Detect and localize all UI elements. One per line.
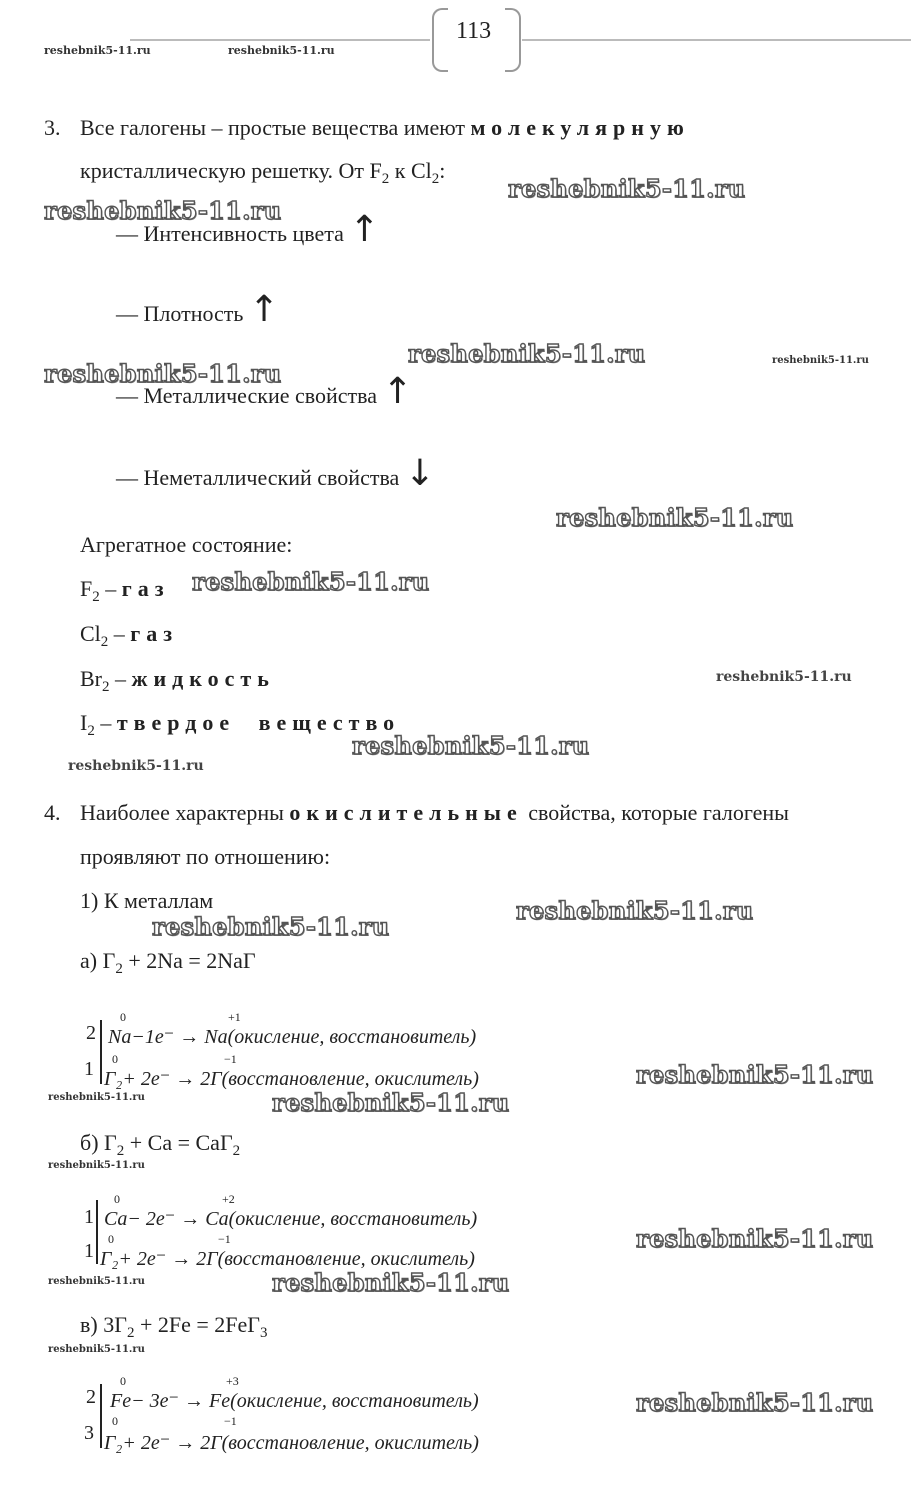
oxidation-state: +3 — [226, 1374, 239, 1388]
oxidation-state: 0 — [114, 1192, 120, 1206]
page-number: 113 — [456, 18, 492, 44]
subscript: 2 — [232, 1143, 241, 1159]
item-number: 4. — [44, 800, 61, 825]
text: кристаллическую решетку. От F — [80, 158, 382, 183]
coefficient: 2 — [86, 1022, 96, 1044]
page-number-bracket-right — [505, 8, 521, 72]
subscript: 2 — [116, 1143, 125, 1159]
watermark: reshebnik5-11.ru — [152, 912, 390, 941]
balance-bar — [100, 1020, 102, 1084]
text: в) 3Г — [80, 1312, 127, 1337]
subscript: 2 — [115, 961, 123, 977]
state: газ — [121, 576, 170, 601]
subscript: 2 — [102, 679, 110, 695]
text: к Cl — [389, 158, 432, 183]
list-item: 1) К металлам — [80, 888, 214, 913]
oxidation-state: 0 — [112, 1052, 118, 1066]
dash: – — [99, 576, 122, 601]
oxidation-state: +2 — [222, 1192, 235, 1206]
watermark: reshebnik5-11.ru — [228, 44, 335, 57]
watermark: reshebnik5-11.ru — [772, 355, 869, 366]
oxidation-state: 0 — [120, 1010, 126, 1024]
coefficient: 1 — [84, 1058, 94, 1080]
oxidation-state: 0 — [120, 1374, 126, 1388]
item-number: 3. — [44, 115, 61, 140]
paragraph-line — [80, 115, 690, 141]
half-reaction: Ca− 2e⁻ → Ca(окисление, восстановитель) — [104, 1208, 478, 1230]
oxidation-state: −1 — [218, 1232, 231, 1246]
watermark: reshebnik5-11.ru — [48, 1160, 145, 1171]
property-text: — Интенсивность цвета — [116, 221, 344, 246]
watermark: reshebnik5-11.ru — [716, 669, 852, 685]
watermark: reshebnik5-11.ru — [556, 503, 794, 532]
property-line — [116, 289, 280, 330]
half-reaction: Г₂+ 2e⁻ → 2Г(восстановление, окислитель) — [104, 1068, 479, 1090]
subscript: 3 — [259, 1325, 268, 1341]
dash: – — [108, 621, 131, 646]
subscript: 2 — [126, 1325, 135, 1341]
watermark: reshebnik5-11.ru — [408, 339, 646, 368]
state: жидкость — [131, 666, 275, 691]
text: + Ca = CaГ — [124, 1130, 233, 1155]
coefficient: 1 — [84, 1240, 94, 1262]
half-reaction: Г₂+ 2e⁻ → 2Г(восстановление, окислитель) — [104, 1432, 479, 1454]
property-text: — Плотность — [116, 301, 244, 326]
state: газ — [130, 621, 179, 646]
watermark: reshebnik5-11.ru — [44, 44, 151, 57]
watermark: reshebnik5-11.ru — [48, 1344, 145, 1355]
paragraph-line: проявляют по отношению: — [80, 844, 331, 869]
coefficient: 3 — [84, 1422, 94, 1444]
text: : — [439, 158, 446, 183]
subscript: 2 — [381, 171, 390, 187]
half-reaction: Fe− 3e⁻ → Fe(окисление, восстановитель) — [110, 1390, 479, 1412]
page-number-bracket-left — [432, 8, 448, 72]
header-rule-right — [522, 39, 911, 41]
state-title: Агрегатное состояние: — [80, 532, 293, 557]
text: свойства, которые галогены — [528, 800, 789, 825]
subscript: 2 — [431, 171, 440, 187]
oxidation-state: −1 — [224, 1052, 237, 1066]
watermark: reshebnik5-11.ru — [68, 758, 204, 774]
element: Br — [80, 666, 102, 691]
property-text: — Неметаллический свойства — [116, 465, 400, 490]
reaction-equation — [80, 948, 256, 977]
state: твердое вещество — [116, 710, 401, 735]
dash: – — [109, 666, 132, 691]
property-line — [116, 453, 435, 494]
watermark: reshebnik5-11.ru — [44, 196, 282, 225]
half-reaction: Na−1e⁻ → Na(окисление, восстановитель) — [108, 1026, 477, 1048]
watermark: reshebnik5-11.ru — [352, 731, 590, 760]
watermark: reshebnik5-11.ru — [192, 567, 430, 596]
header-rule-left — [130, 39, 430, 41]
text: Наиболее характерны — [80, 800, 284, 825]
dash: – — [94, 710, 117, 735]
text: б) Г — [80, 1130, 117, 1155]
watermark: reshebnik5-11.ru — [508, 174, 746, 203]
state-line — [80, 576, 170, 605]
balance-bar — [100, 1384, 102, 1448]
subscript: 2 — [100, 634, 109, 650]
emphasis: окислительные — [289, 800, 523, 825]
oxidation-state: 0 — [112, 1414, 118, 1428]
coefficient: 2 — [86, 1386, 96, 1408]
text: + 2Na = 2NaГ — [122, 948, 256, 973]
element: F — [80, 576, 93, 601]
watermark: reshebnik5-11.ru — [636, 1060, 874, 1089]
state-line — [80, 621, 179, 650]
element: I — [80, 710, 88, 735]
arrow-up-icon: ↑ — [382, 371, 413, 412]
emphasis: молекулярную — [470, 115, 690, 140]
oxidation-state: 0 — [108, 1232, 114, 1246]
half-reaction: Г₂+ 2e⁻ → 2Г(восстановление, окислитель) — [100, 1248, 475, 1270]
watermark: reshebnik5-11.ru — [516, 896, 754, 925]
arrow-down-icon: ↓ — [404, 453, 435, 494]
arrow-up-icon: ↑ — [248, 289, 280, 330]
property-line — [116, 371, 413, 412]
watermark: reshebnik5-11.ru — [636, 1388, 874, 1417]
oxidation-state: −1 — [224, 1414, 237, 1428]
text: Все галогены – простые вещества имеют — [80, 115, 465, 140]
balance-bar — [96, 1200, 98, 1264]
oxidation-state: +1 — [228, 1010, 241, 1024]
watermark: reshebnik5-11.ru — [272, 1088, 510, 1117]
property-text: — Металлические свойства — [116, 383, 377, 408]
element: Cl — [80, 621, 101, 646]
watermark: reshebnik5-11.ru — [44, 359, 282, 388]
property-line — [116, 209, 380, 250]
reaction-equation — [80, 1312, 268, 1341]
paragraph-line — [80, 800, 789, 826]
reaction-equation — [80, 1130, 241, 1159]
watermark: reshebnik5-11.ru — [636, 1224, 874, 1253]
subscript: 2 — [92, 589, 100, 605]
arrow-up-icon: ↑ — [349, 209, 380, 250]
subscript: 2 — [87, 723, 95, 739]
watermark: reshebnik5-11.ru — [48, 1092, 145, 1103]
state-line — [80, 666, 275, 695]
watermark: reshebnik5-11.ru — [48, 1276, 145, 1287]
watermark: reshebnik5-11.ru — [272, 1268, 510, 1297]
paragraph-line — [80, 158, 446, 187]
coefficient: 1 — [84, 1206, 94, 1228]
text: а) Г — [80, 948, 116, 973]
text: + 2Fe = 2FeГ — [134, 1312, 260, 1337]
